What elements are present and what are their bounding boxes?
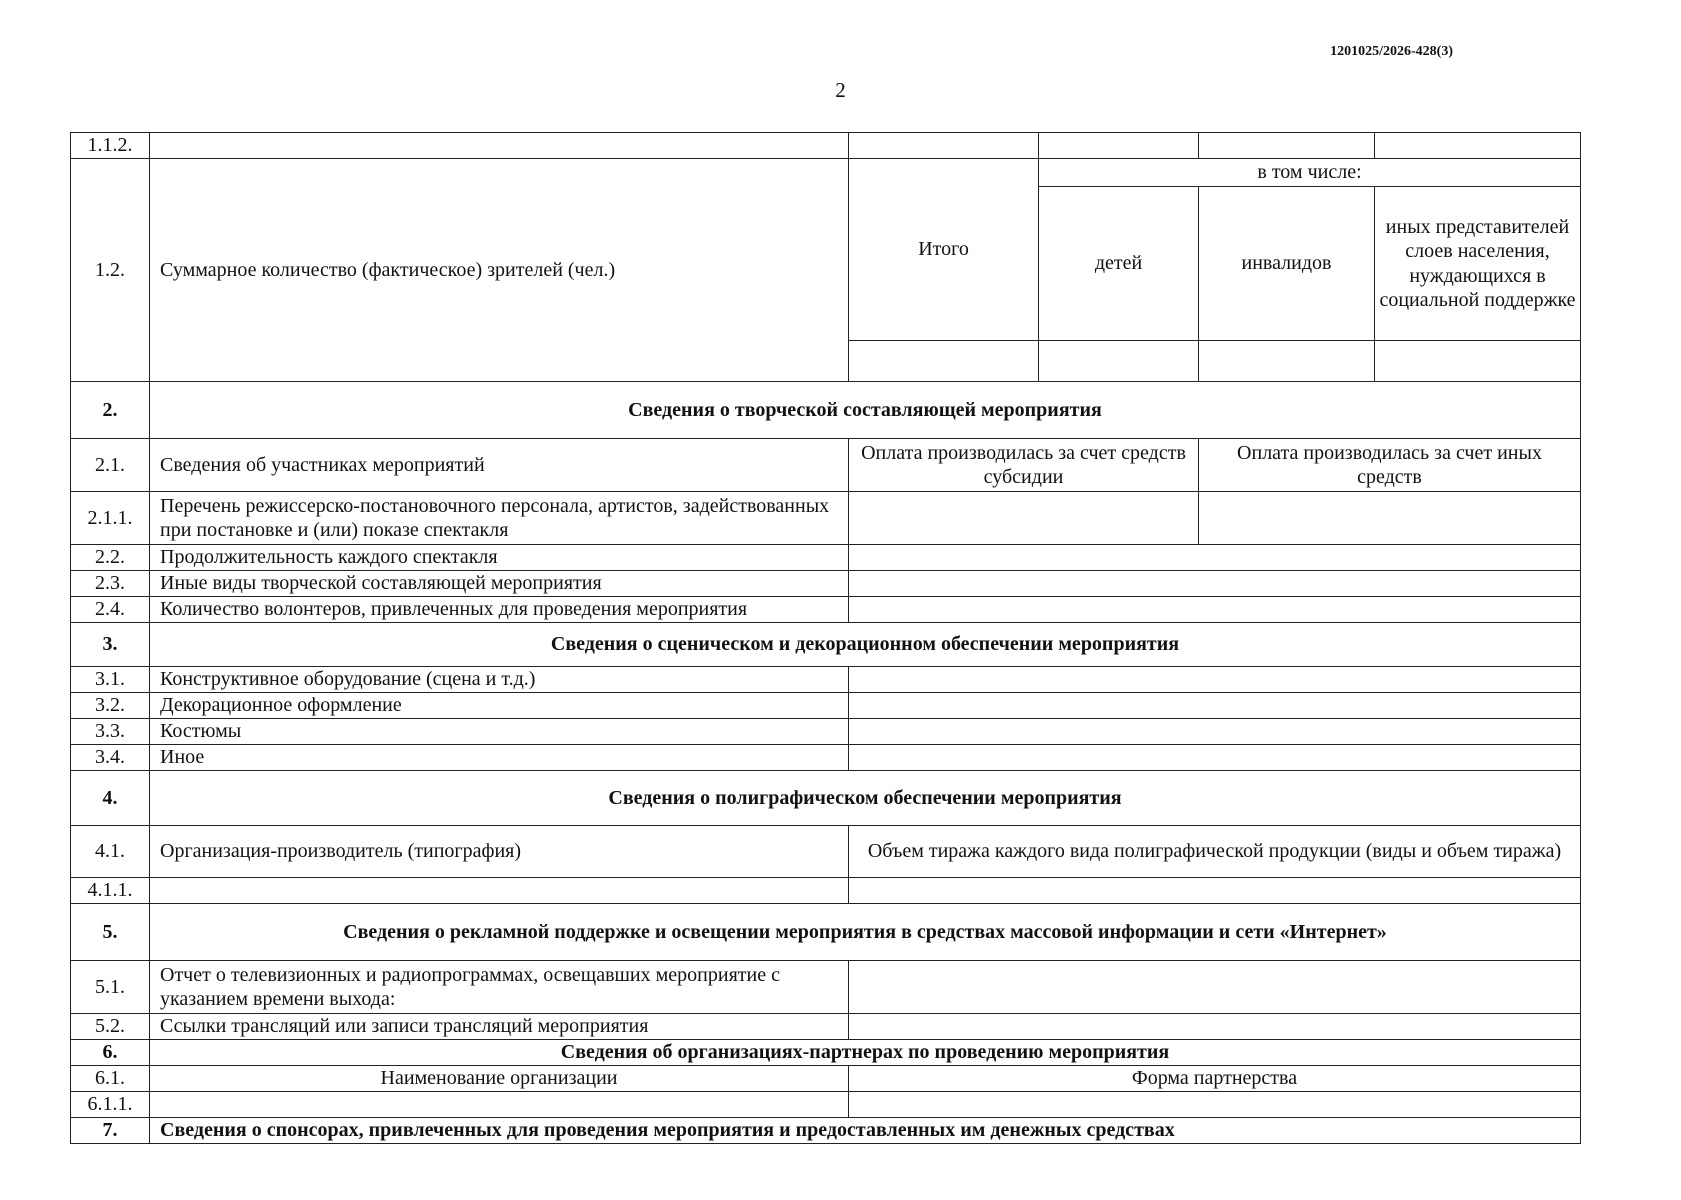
value-cell [1375,133,1581,159]
table-row [71,571,1581,597]
section-title: Сведения об организациях-партнерах по проведению мероприятия [150,1040,1581,1066]
section-row [71,1118,1581,1144]
section-title: Сведения о сценическом и декорационном обеспечении мероприятия [150,623,1581,667]
section-number: 6. [71,1040,150,1066]
value-cell [849,745,1581,771]
section-title: Сведения о творческой составляющей мероприятия [150,382,1581,439]
row-label: Конструктивное оборудование (сцена и т.д.) [150,667,849,693]
empty-cell [150,133,849,159]
value-cell [1039,133,1199,159]
table-row [71,745,1581,771]
table-row [71,1092,1581,1118]
value-cell [849,878,1581,904]
disabled-header: инвалидов [1199,187,1375,341]
value-cell [849,667,1581,693]
table-row [71,719,1581,745]
page-number: 2 [835,78,846,102]
row-number: 1.2. [71,159,150,382]
value-cell [849,1014,1581,1040]
section-row [71,382,1581,439]
row-number: 4.1. [71,826,150,878]
table-row [71,133,1581,159]
table-row [71,159,1581,187]
table-row [71,693,1581,719]
value-cell [849,1092,1581,1118]
row-number: 2.1. [71,439,150,492]
value-cell [1375,341,1581,382]
other-funds-payment-header: Оплата производилась за счет иных средств [1199,439,1581,492]
row-label: Суммарное количество (фактическое) зрителей (чел.) [150,159,849,382]
section-number: 5. [71,904,150,961]
section-row [71,771,1581,826]
table-row [71,492,1581,545]
empty-cell [150,878,849,904]
table-row [71,1014,1581,1040]
section-number: 7. [71,1118,150,1144]
report-form-table [70,132,1581,1144]
row-number: 4.1.1. [71,878,150,904]
subsidy-payment-header: Оплата производилась за счет средств субсидии [849,439,1199,492]
value-cell [1199,341,1375,382]
row-number: 5.2. [71,1014,150,1040]
row-number: 3.2. [71,693,150,719]
value-cell [849,133,1039,159]
empty-cell [150,1092,849,1118]
row-number: 1.1.2. [71,133,150,159]
row-number: 2.4. [71,597,150,623]
row-label: Сведения об участниках мероприятий [150,439,849,492]
value-cell [1039,341,1199,382]
row-number: 3.1. [71,667,150,693]
including-header: в том числе: [1039,159,1581,187]
table-row [71,1066,1581,1092]
value-cell [1199,133,1375,159]
value-cell [849,341,1039,382]
value-cell [849,719,1581,745]
table-row [71,545,1581,571]
total-header: Итого [849,159,1039,341]
row-number: 2.1.1. [71,492,150,545]
section-title: Сведения о полиграфическом обеспечении мероприятия [150,771,1581,826]
value-cell [849,492,1199,545]
row-label: Организация-производитель (типография) [150,826,849,878]
section-row [71,1040,1581,1066]
row-label: Продолжительность каждого спектакля [150,545,849,571]
table-row [71,961,1581,1014]
value-cell [849,545,1581,571]
table-row [71,826,1581,878]
section-number: 3. [71,623,150,667]
section-row [71,623,1581,667]
row-label: Количество волонтеров, привлеченных для проведения мероприятия [150,597,849,623]
section-number: 2. [71,382,150,439]
section-row [71,904,1581,961]
row-number: 2.2. [71,545,150,571]
print-volume-header: Объем тиража каждого вида полиграфической продукции (виды и объем тиража) [849,826,1581,878]
row-number: 3.3. [71,719,150,745]
section-number: 4. [71,771,150,826]
table-row [71,597,1581,623]
section-title: Сведения о спонсорах, привлеченных для проведения мероприятия и предоставленных им денежных средствах [150,1118,1581,1144]
organization-name-header: Наименование организации [150,1066,849,1092]
row-number: 5.1. [71,961,150,1014]
partnership-form-header: Форма партнерства [849,1066,1581,1092]
row-label: Иное [150,745,849,771]
section-title: Сведения о рекламной поддержке и освещении мероприятия в средствах массовой информации и сети «Интернет» [150,904,1581,961]
row-label: Перечень режиссерско-постановочного персонала, артистов, задействованных при постановке и (или) показе спектакля [150,492,849,545]
row-label: Иные виды творческой составляющей мероприятия [150,571,849,597]
row-label: Костюмы [150,719,849,745]
table-row [71,439,1581,492]
row-label: Декорационное оформление [150,693,849,719]
row-number: 6.1.1. [71,1092,150,1118]
other-groups-header: иных представителей слоев населения, нуждающихся в социальной поддержке [1375,187,1581,341]
table-row [71,878,1581,904]
value-cell [849,693,1581,719]
table-row [71,667,1581,693]
row-label: Отчет о телевизионных и радиопрограммах, освещавших мероприятие с указанием времени выхода: [150,961,849,1014]
row-label: Ссылки трансляций или записи трансляций мероприятия [150,1014,849,1040]
value-cell [849,961,1581,1014]
children-header: детей [1039,187,1199,341]
value-cell [849,571,1581,597]
value-cell [1199,492,1581,545]
document-number: 1201025/2026-428(3) [1330,44,1453,59]
row-number: 3.4. [71,745,150,771]
value-cell [849,597,1581,623]
row-number: 6.1. [71,1066,150,1092]
row-number: 2.3. [71,571,150,597]
